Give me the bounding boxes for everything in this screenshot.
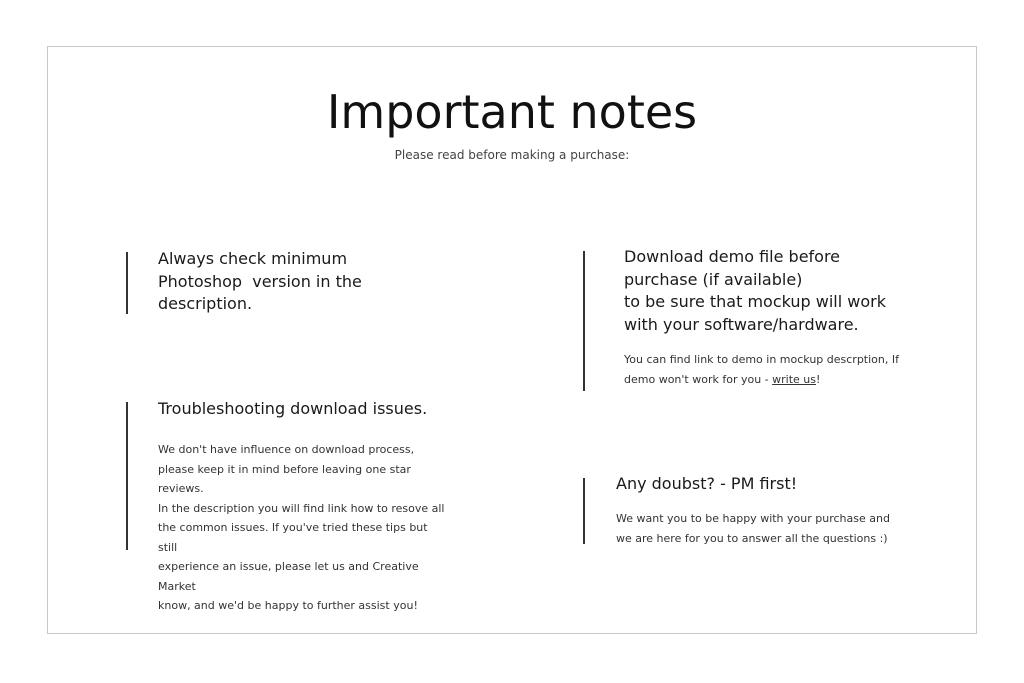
note-heading-line: purchase (if available): [624, 269, 803, 289]
note-body-line: we are here for you to answer all the questions :): [616, 531, 888, 545]
note-body-line: experience an issue, please let us and Creative Market: [158, 560, 419, 593]
note-heading: Troubleshooting download issues.: [158, 399, 428, 418]
note-body-line: demo won't work for you -: [624, 372, 773, 386]
note-heading-line: Photoshop version in the: [158, 271, 362, 291]
note-body: [624, 350, 904, 389]
note-body: [158, 440, 448, 616]
note-accent-bar: [583, 251, 585, 391]
note-heading-line: Download demo file before: [624, 247, 841, 266]
note-body-line: We don't have influence on download process,: [158, 443, 415, 456]
page-subtitle: Please read before making a purchase:: [394, 148, 630, 162]
page-title: Important notes: [326, 85, 698, 139]
note-heading-line: Always check minimum: [158, 249, 348, 268]
note-heading-line: description.: [158, 294, 253, 313]
note-body-line: You can find link to demo in mockup descrption, If: [624, 353, 899, 366]
note-heading: [158, 248, 448, 316]
note-heading: Any doubst? - PM first!: [616, 474, 798, 493]
note-heading-line: with your software/hardware.: [624, 314, 859, 334]
note-heading: [624, 246, 904, 336]
note-accent-bar: [126, 402, 128, 550]
note-body: [616, 509, 906, 548]
note-body-line: the common issues. If you've tried these tips but still: [158, 521, 428, 554]
note-body-line: In the description you will find link how to resove all: [158, 501, 445, 515]
write-us-link[interactable]: write us: [772, 372, 816, 386]
note-heading-line: to be sure that mockup will work: [624, 292, 886, 311]
note-body-line: know, and we'd be happy to further assist you!: [158, 599, 418, 612]
note-body-line: please keep it in mind before leaving one star reviews.: [158, 462, 411, 495]
note-body-suffix: !: [816, 372, 821, 386]
note-accent-bar: [583, 478, 585, 544]
note-accent-bar: [126, 252, 128, 314]
note-body-line: We want you to be happy with your purchase and: [616, 512, 890, 525]
